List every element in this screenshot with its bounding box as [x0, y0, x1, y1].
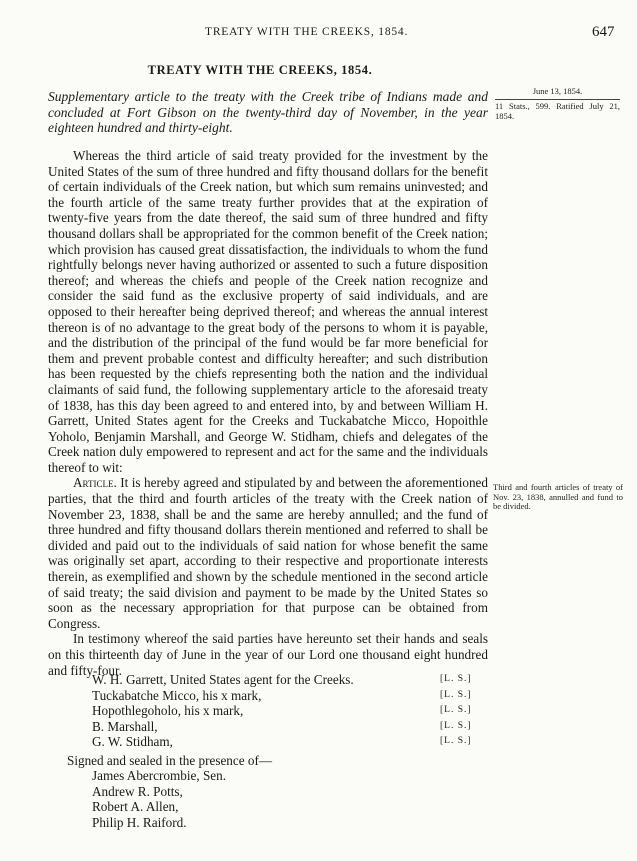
signer-row	[92, 688, 482, 704]
preamble-paragraph: Whereas the third article of said treaty provided for the investment by the United States of the sum of three hundred and fifty thousand dollars for the benefit of certain individuals of the Creek nation, but which sum remains uninvested; and the fourth article of the same treaty further provides that at the expiration of twenty-five years from the date thereof, the said sum of three hundred and fifty thousand dollars shall be appropriated for the common benefit of the Creek nation; which provision has caused great dissatisfaction, the individuals to whom the fund rightfully belongs never having authorized or assented to such a future disposition thereof; and whereas the chiefs and people of the Creek nation recognize and consider the said fund as the exclusive property of said individuals, and are opposed to their hereafter being deprived thereof; and whereas the annual interest thereon is of no advantage to the great body of the persons to whom it is payable, and the distribution of the principal of the fund would be far more beneficial for them and prevent probable contest and difficulty hereafter; and such distribution has been requested by the chiefs representing both the nation and the individual claimants of said fund, the following supplementary article to the aforesaid treaty of 1838, has this day been agreed to and entered into, by and between William H. Garrett, United States agent for the Creeks and Tuckabatche Micco, Hopoithle Yoholo, Benjamin Marshall, and George W. Stidham, chiefs and delegates of the Creek nation duly empowered to represent and act for the same and the individuals thereof to wit:	[48, 148, 488, 475]
witness-name: James Abercrombie, Sen.	[92, 768, 227, 783]
seal-mark: [L. S.]	[440, 705, 472, 716]
seal-mark: [L. S.]	[440, 689, 472, 700]
witnesses-list	[92, 768, 226, 830]
treaty-subtitle: Supplementary article to the treaty with the Creek tribe of Indians made and concluded at Fort Gibson on the twenty-third day of November, in the year eighteen hundred and thirty-eight.	[48, 89, 488, 135]
witness-name: Robert A. Allen,	[92, 799, 179, 815]
witness-intro: Signed and sealed in the presence of—	[67, 753, 273, 768]
article-paragraph	[48, 475, 488, 631]
article-text: It is hereby agreed and stipulated by and between the aforementioned parties, that the third and fourth articles of the treaty with the Creek nation of November 23, 1838, shall be and the same are hereby annulled; and the fund of three hundred and fifty thousand dollars therein mentioned and referred to shall be divided and paid out to the individuals of said nation for whose benefit the same was originally set apart, according to their respective and proportionate interests therein, as exemplified and shown by the schedule mentioned in the second article of said treaty; the said division and payment to be made by the United States so soon as the necessary appropriation for that purpose can be obtained from Congress.	[48, 475, 488, 631]
signer-name: B. Marshall,	[92, 718, 158, 734]
witness-name: Philip H. Raiford.	[92, 814, 187, 830]
seal-mark: [L. S.]	[440, 674, 472, 684]
page-title: TREATY WITH THE CREEKS, 1854.	[147, 63, 373, 77]
signer-row	[92, 703, 482, 719]
treaty-body	[48, 148, 488, 678]
margin-note-date: June 13, 1854.	[495, 87, 620, 100]
signer-row	[92, 672, 482, 688]
margin-note-article: Third and fourth articles of treaty of Nov. 23, 1838, annulled and fund to be divided.	[493, 482, 623, 511]
margin-note-stats: 11 Stats., 599. Ratified July 21, 1854.	[495, 101, 620, 121]
signer-row	[92, 734, 482, 750]
witness-name: Andrew R. Potts,	[92, 783, 183, 799]
article-label: Article.	[73, 475, 117, 491]
signer-name: Tuckabatche Micco, his x mark,	[92, 687, 262, 703]
running-head-title: TREATY WITH THE CREEKS, 1854.	[205, 26, 409, 38]
testimony-paragraph: In testimony whereof the said parties have hereunto set their hands and seals on this thirteenth day of June in the year of our Lord one thousand eight hundred and fifty-four.	[48, 631, 488, 678]
signer-row	[92, 719, 482, 735]
signer-name: G. W. Stidham,	[92, 734, 173, 750]
signer-name: Hopothlegoholo, his x mark,	[92, 703, 244, 719]
signer-name: W. H. Garrett, United States agent for the Creeks.	[92, 672, 354, 687]
page-number: 647	[592, 24, 615, 40]
seal-mark: [L. S.]	[440, 736, 472, 747]
signers-list	[92, 672, 482, 750]
seal-mark: [L. S.]	[440, 720, 472, 731]
